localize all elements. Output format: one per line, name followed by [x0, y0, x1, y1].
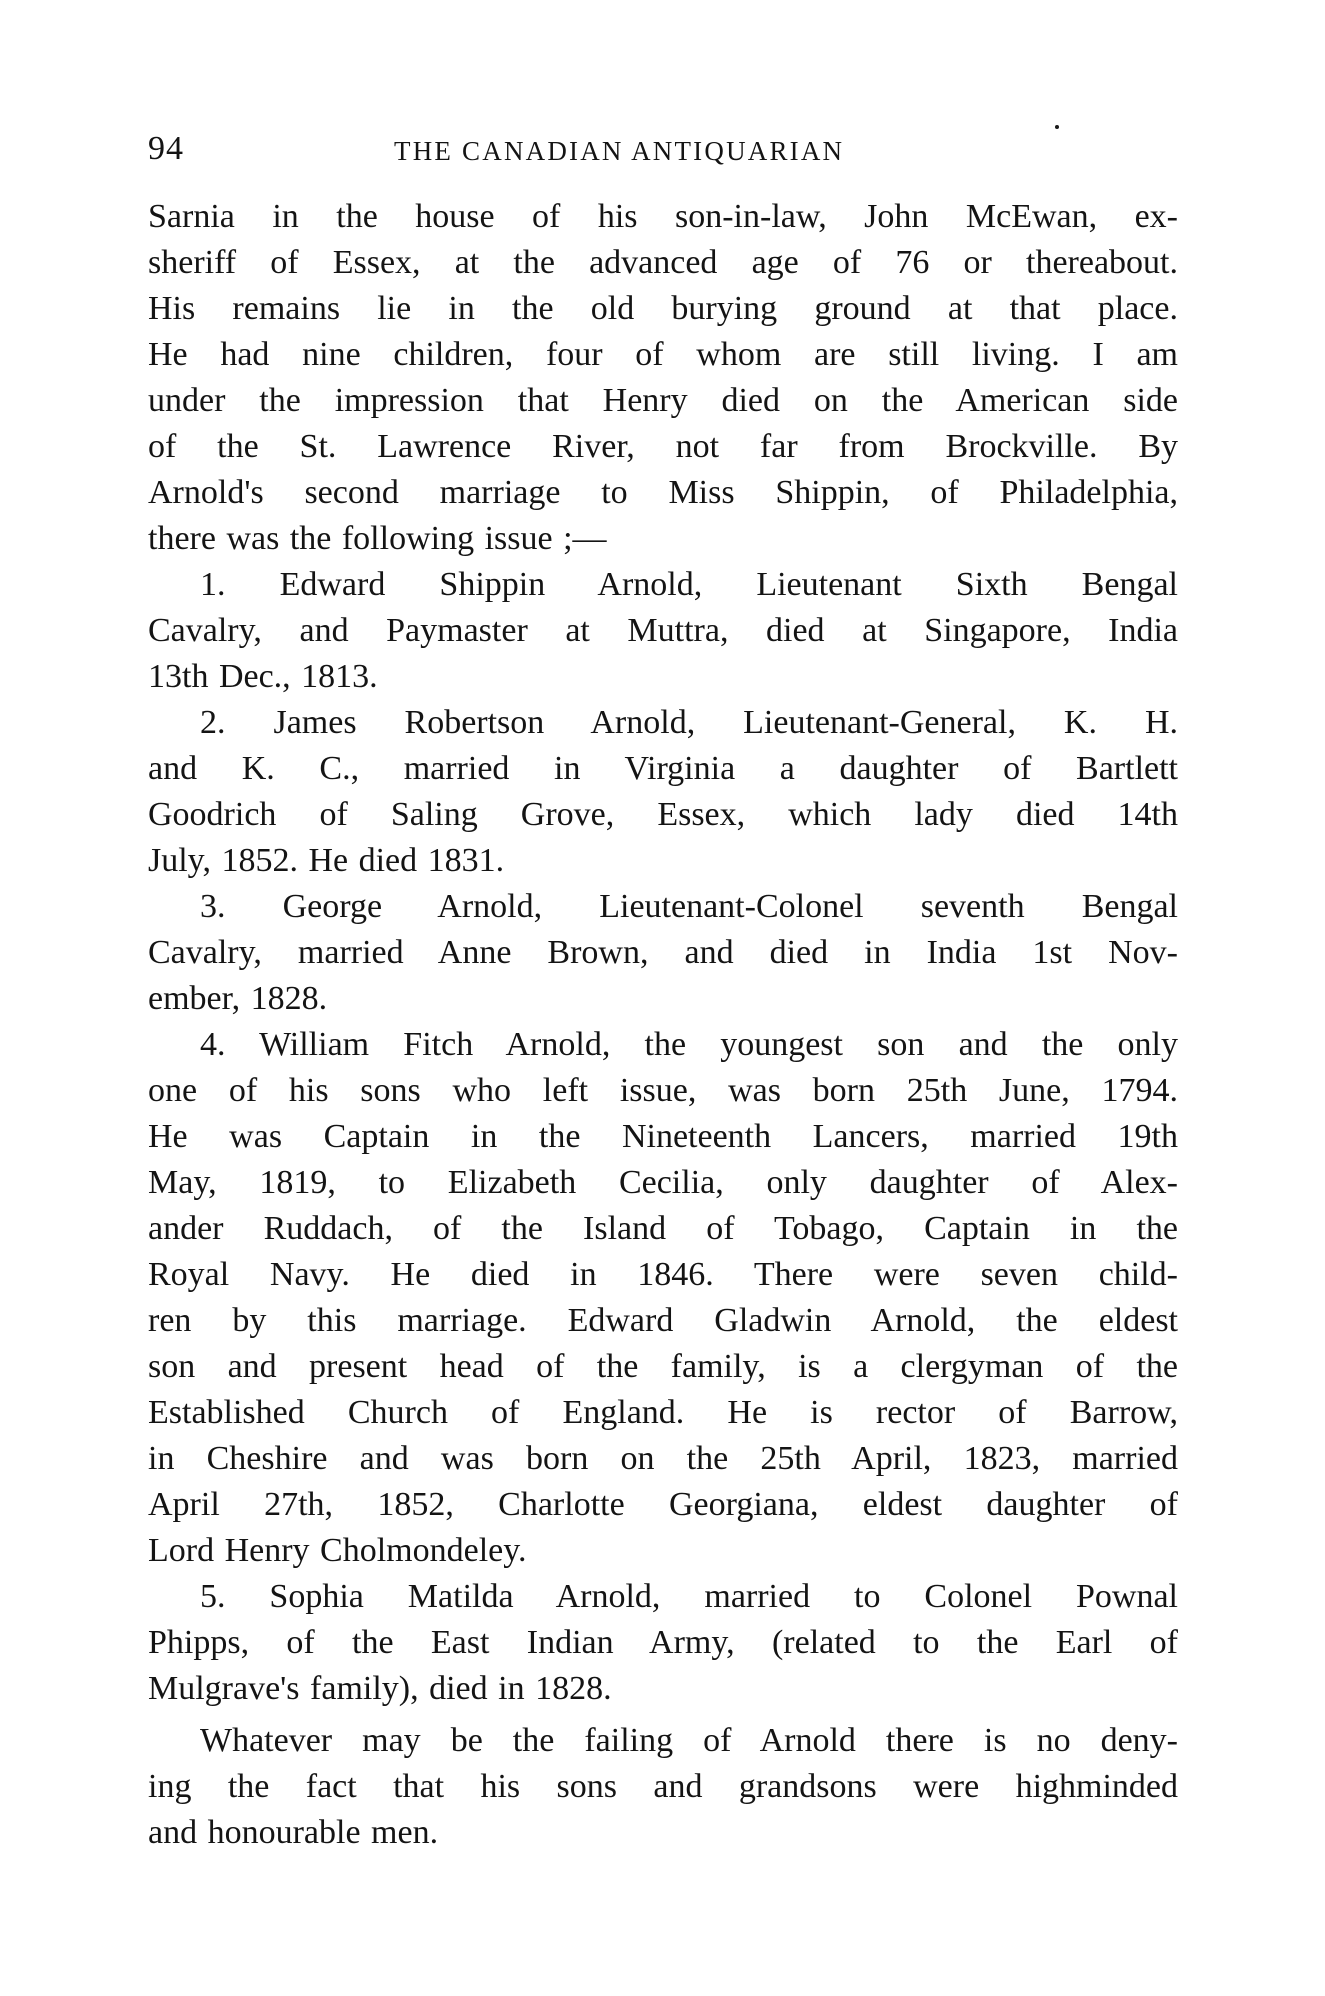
text-line: Cavalry, married Anne Brown, and died in India 1st Nov-	[148, 934, 1178, 971]
text-line: His remains lie in the old burying ground at that place.	[148, 290, 1178, 327]
text-line: Arnold's second marriage to Miss Shippin, of Philadelphia,	[148, 474, 1178, 511]
text-line: 4. William Fitch Arnold, the youngest son and the only	[200, 1026, 1178, 1063]
paragraph-intro	[148, 194, 1178, 562]
text-line: one of his sons who left issue, was born 25th June, 1794.	[148, 1072, 1178, 1109]
text-line: He had nine children, four of whom are still living. I am	[148, 336, 1178, 373]
text-line: in Cheshire and was born on the 25th April, 1823, married	[148, 1440, 1178, 1477]
text-line: May, 1819, to Elizabeth Cecilia, only daughter of Alex-	[148, 1164, 1178, 1201]
running-title: THE CANADIAN ANTIQUARIAN	[394, 136, 845, 166]
text-line: 1. Edward Shippin Arnold, Lieutenant Sixth Bengal	[200, 566, 1178, 603]
text-line: 3. George Arnold, Lieutenant-Colonel seventh Bengal	[200, 888, 1178, 925]
text-line: ember, 1828.	[148, 980, 328, 1017]
text-line: ren by this marriage. Edward Gladwin Arnold, the eldest	[148, 1302, 1178, 1339]
text-line: July, 1852. He died 1831.	[148, 842, 505, 879]
text-line: of the St. Lawrence River, not far from Brockville. By	[148, 428, 1178, 465]
paragraph-item-2	[148, 700, 1178, 884]
body-text	[148, 194, 1178, 1856]
paragraph-item-5	[148, 1574, 1178, 1712]
paragraph-item-4	[148, 1022, 1178, 1574]
text-line: Mulgrave's family), died in 1828.	[148, 1670, 612, 1707]
text-line: He was Captain in the Nineteenth Lancers, married 19th	[148, 1118, 1178, 1155]
text-line: Established Church of England. He is rector of Barrow,	[148, 1394, 1178, 1431]
book-page	[148, 128, 1178, 1856]
text-line: ing the fact that his sons and grandsons were highminded	[148, 1768, 1178, 1805]
text-line: and honourable men.	[148, 1814, 439, 1851]
text-line: Phipps, of the East Indian Army, (related to the Earl of	[148, 1624, 1178, 1661]
text-line: there was the following issue ;—	[148, 520, 607, 557]
paragraph-closing	[148, 1718, 1178, 1856]
ink-speck	[1055, 125, 1059, 129]
text-line: 2. James Robertson Arnold, Lieutenant-General, K. H.	[200, 704, 1178, 741]
text-line: Cavalry, and Paymaster at Muttra, died at Singapore, India	[148, 612, 1178, 649]
text-line: 5. Sophia Matilda Arnold, married to Colonel Pownal	[200, 1578, 1178, 1615]
text-line: 13th Dec., 1813.	[148, 658, 378, 695]
text-line: sheriff of Essex, at the advanced age of 76 or thereabout.	[148, 244, 1178, 281]
text-line: Goodrich of Saling Grove, Essex, which lady died 14th	[148, 796, 1178, 833]
text-line: April 27th, 1852, Charlotte Georgiana, eldest daughter of	[148, 1486, 1178, 1523]
page-number: 94	[148, 130, 184, 167]
paragraph-item-3	[148, 884, 1178, 1022]
text-line: son and present head of the family, is a clergyman of the	[148, 1348, 1178, 1385]
text-line: Whatever may be the failing of Arnold there is no deny-	[200, 1722, 1178, 1759]
page-header	[148, 128, 1178, 180]
text-line: and K. C., married in Virginia a daughter of Bartlett	[148, 750, 1178, 787]
paragraph-item-1	[148, 562, 1178, 700]
text-line: under the impression that Henry died on the American side	[148, 382, 1178, 419]
text-line: Royal Navy. He died in 1846. There were seven child-	[148, 1256, 1178, 1293]
text-line: ander Ruddach, of the Island of Tobago, Captain in the	[148, 1210, 1178, 1247]
text-line: Lord Henry Cholmondeley.	[148, 1532, 527, 1569]
text-line: Sarnia in the house of his son-in-law, John McEwan, ex-	[148, 198, 1178, 235]
